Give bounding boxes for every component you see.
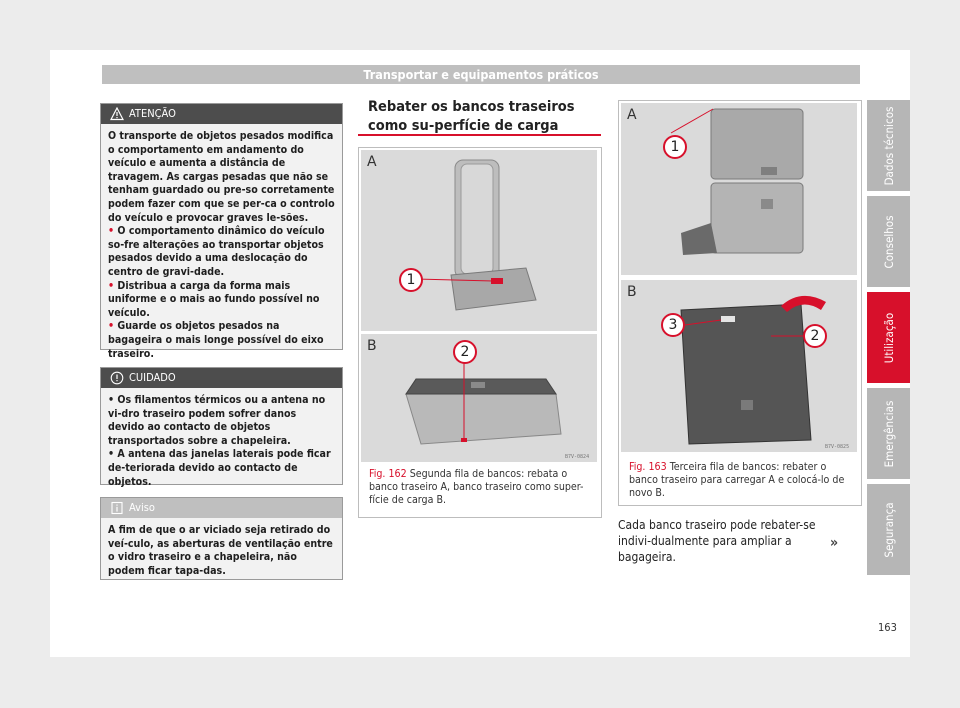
section-title: Rebater os bancos traseiros como su-perfície de carga — [368, 99, 575, 134]
callout-1: 1 — [399, 268, 423, 292]
caution-body — [101, 388, 342, 496]
note-box — [100, 497, 343, 580]
figure-162-panel-b — [361, 334, 597, 462]
callout-2: 2 — [803, 324, 827, 348]
folded-seat-illustration — [361, 150, 597, 331]
caution-item: • Os filamentos térmicos ou a antena no vi-dro traseiro podem sofrer danos devido ao contacto de objetos transportados sobre a chapeleira. — [108, 394, 326, 447]
warning-item: • O comportamento dinâmico do veículo so-fre alterações ao transportar objetos pesados devido a uma deslocação do centro de gravi-dade. — [108, 225, 325, 278]
bullet-icon: • — [108, 448, 118, 461]
figure-163-panel-b — [621, 280, 857, 452]
callout-1: 1 — [663, 135, 687, 159]
caption-text: Segunda fila de bancos: rebata o banco traseiro A, banco traseiro como super-fície de carga B. — [369, 468, 584, 506]
callout-3: 3 — [661, 313, 685, 337]
figure-162-caption — [369, 468, 593, 507]
continue-mark: » — [830, 535, 839, 551]
restored-third-row-illustration — [621, 280, 857, 452]
flat-seat-illustration — [361, 334, 597, 462]
bullet-icon: • — [108, 394, 118, 406]
warning-box — [100, 103, 343, 360]
figure-163-caption — [629, 461, 855, 500]
caution-title: CUIDADO — [129, 371, 176, 384]
bullet-icon: • — [108, 279, 118, 292]
figure-163 — [618, 100, 862, 506]
warning-header — [101, 104, 342, 124]
figure-code: B7V-0824 — [565, 454, 590, 460]
page-header: Transportar e equipamentos práticos — [102, 65, 860, 84]
note-body — [101, 518, 342, 585]
rebated-third-row-illustration — [621, 103, 857, 275]
tab-emergencias[interactable]: Emergências — [867, 388, 910, 479]
caution-header — [101, 368, 342, 388]
warning-intro: O transporte de objetos pesados modifica o comportamento em andamento do veículo e aumenta a distância de travagem. As cargas pesadas que não se tenham guardado ou pre-so corretamente podem fazer com que se per-ca o controlo do veículo e provocar graves le-sões. — [108, 130, 335, 224]
tab-seguranca[interactable]: Segurança — [867, 484, 910, 575]
panel-label: B — [627, 284, 637, 300]
callout-2: 2 — [453, 340, 477, 364]
bullet-icon: • — [108, 225, 118, 238]
note-icon — [110, 501, 124, 515]
info-circle-icon — [110, 371, 124, 385]
page-number: 163 — [878, 621, 897, 634]
warning-item: • Distribua a carga da forma mais uniforme e o mais ao fundo possível no veículo. — [108, 279, 320, 319]
bullet-icon: • — [108, 320, 118, 333]
figure-number: Fig. 163 — [629, 461, 667, 473]
figure-162 — [358, 147, 602, 518]
caution-box — [100, 367, 343, 488]
section-rule — [358, 134, 601, 136]
warning-item: • Guarde os objetos pesados na bagageira o mais longe possível do eixo traseiro. — [108, 320, 324, 360]
note-text: A fim de que o ar viciado seja retirado do veí-culo, as aberturas de ventilação entre o vidro traseiro e a chapeleira, não podem ficar tapa-das. — [108, 524, 333, 577]
tab-utilizacao[interactable]: Utilização — [867, 292, 910, 383]
warning-title: ATENÇÃO — [129, 107, 176, 120]
body-paragraph: Cada banco traseiro pode rebater-se indivi-dualmente para ampliar a bagageira. — [618, 518, 816, 564]
figure-number: Fig. 162 — [369, 468, 407, 480]
note-header — [101, 498, 342, 518]
caption-text: Terceira fila de bancos: rebater o banco traseiro para carregar A e colocá-lo de novo B. — [629, 461, 845, 499]
panel-label: A — [367, 154, 377, 170]
panel-label: B — [367, 338, 377, 354]
tab-conselhos[interactable]: Conselhos — [867, 196, 910, 287]
figure-163-panel-a — [621, 103, 857, 275]
warning-triangle-icon — [110, 107, 124, 121]
note-title: Aviso — [129, 501, 155, 514]
figure-162-panel-a — [361, 150, 597, 331]
caution-item: • A antena das janelas laterais pode ficar de-teriorada devido ao contacto de objetos. — [108, 448, 331, 488]
tab-dados-tecnicos[interactable]: Dados técnicos — [867, 100, 910, 191]
warning-body — [101, 124, 342, 368]
figure-code: B7V-0825 — [825, 444, 850, 450]
panel-label: A — [627, 107, 637, 123]
